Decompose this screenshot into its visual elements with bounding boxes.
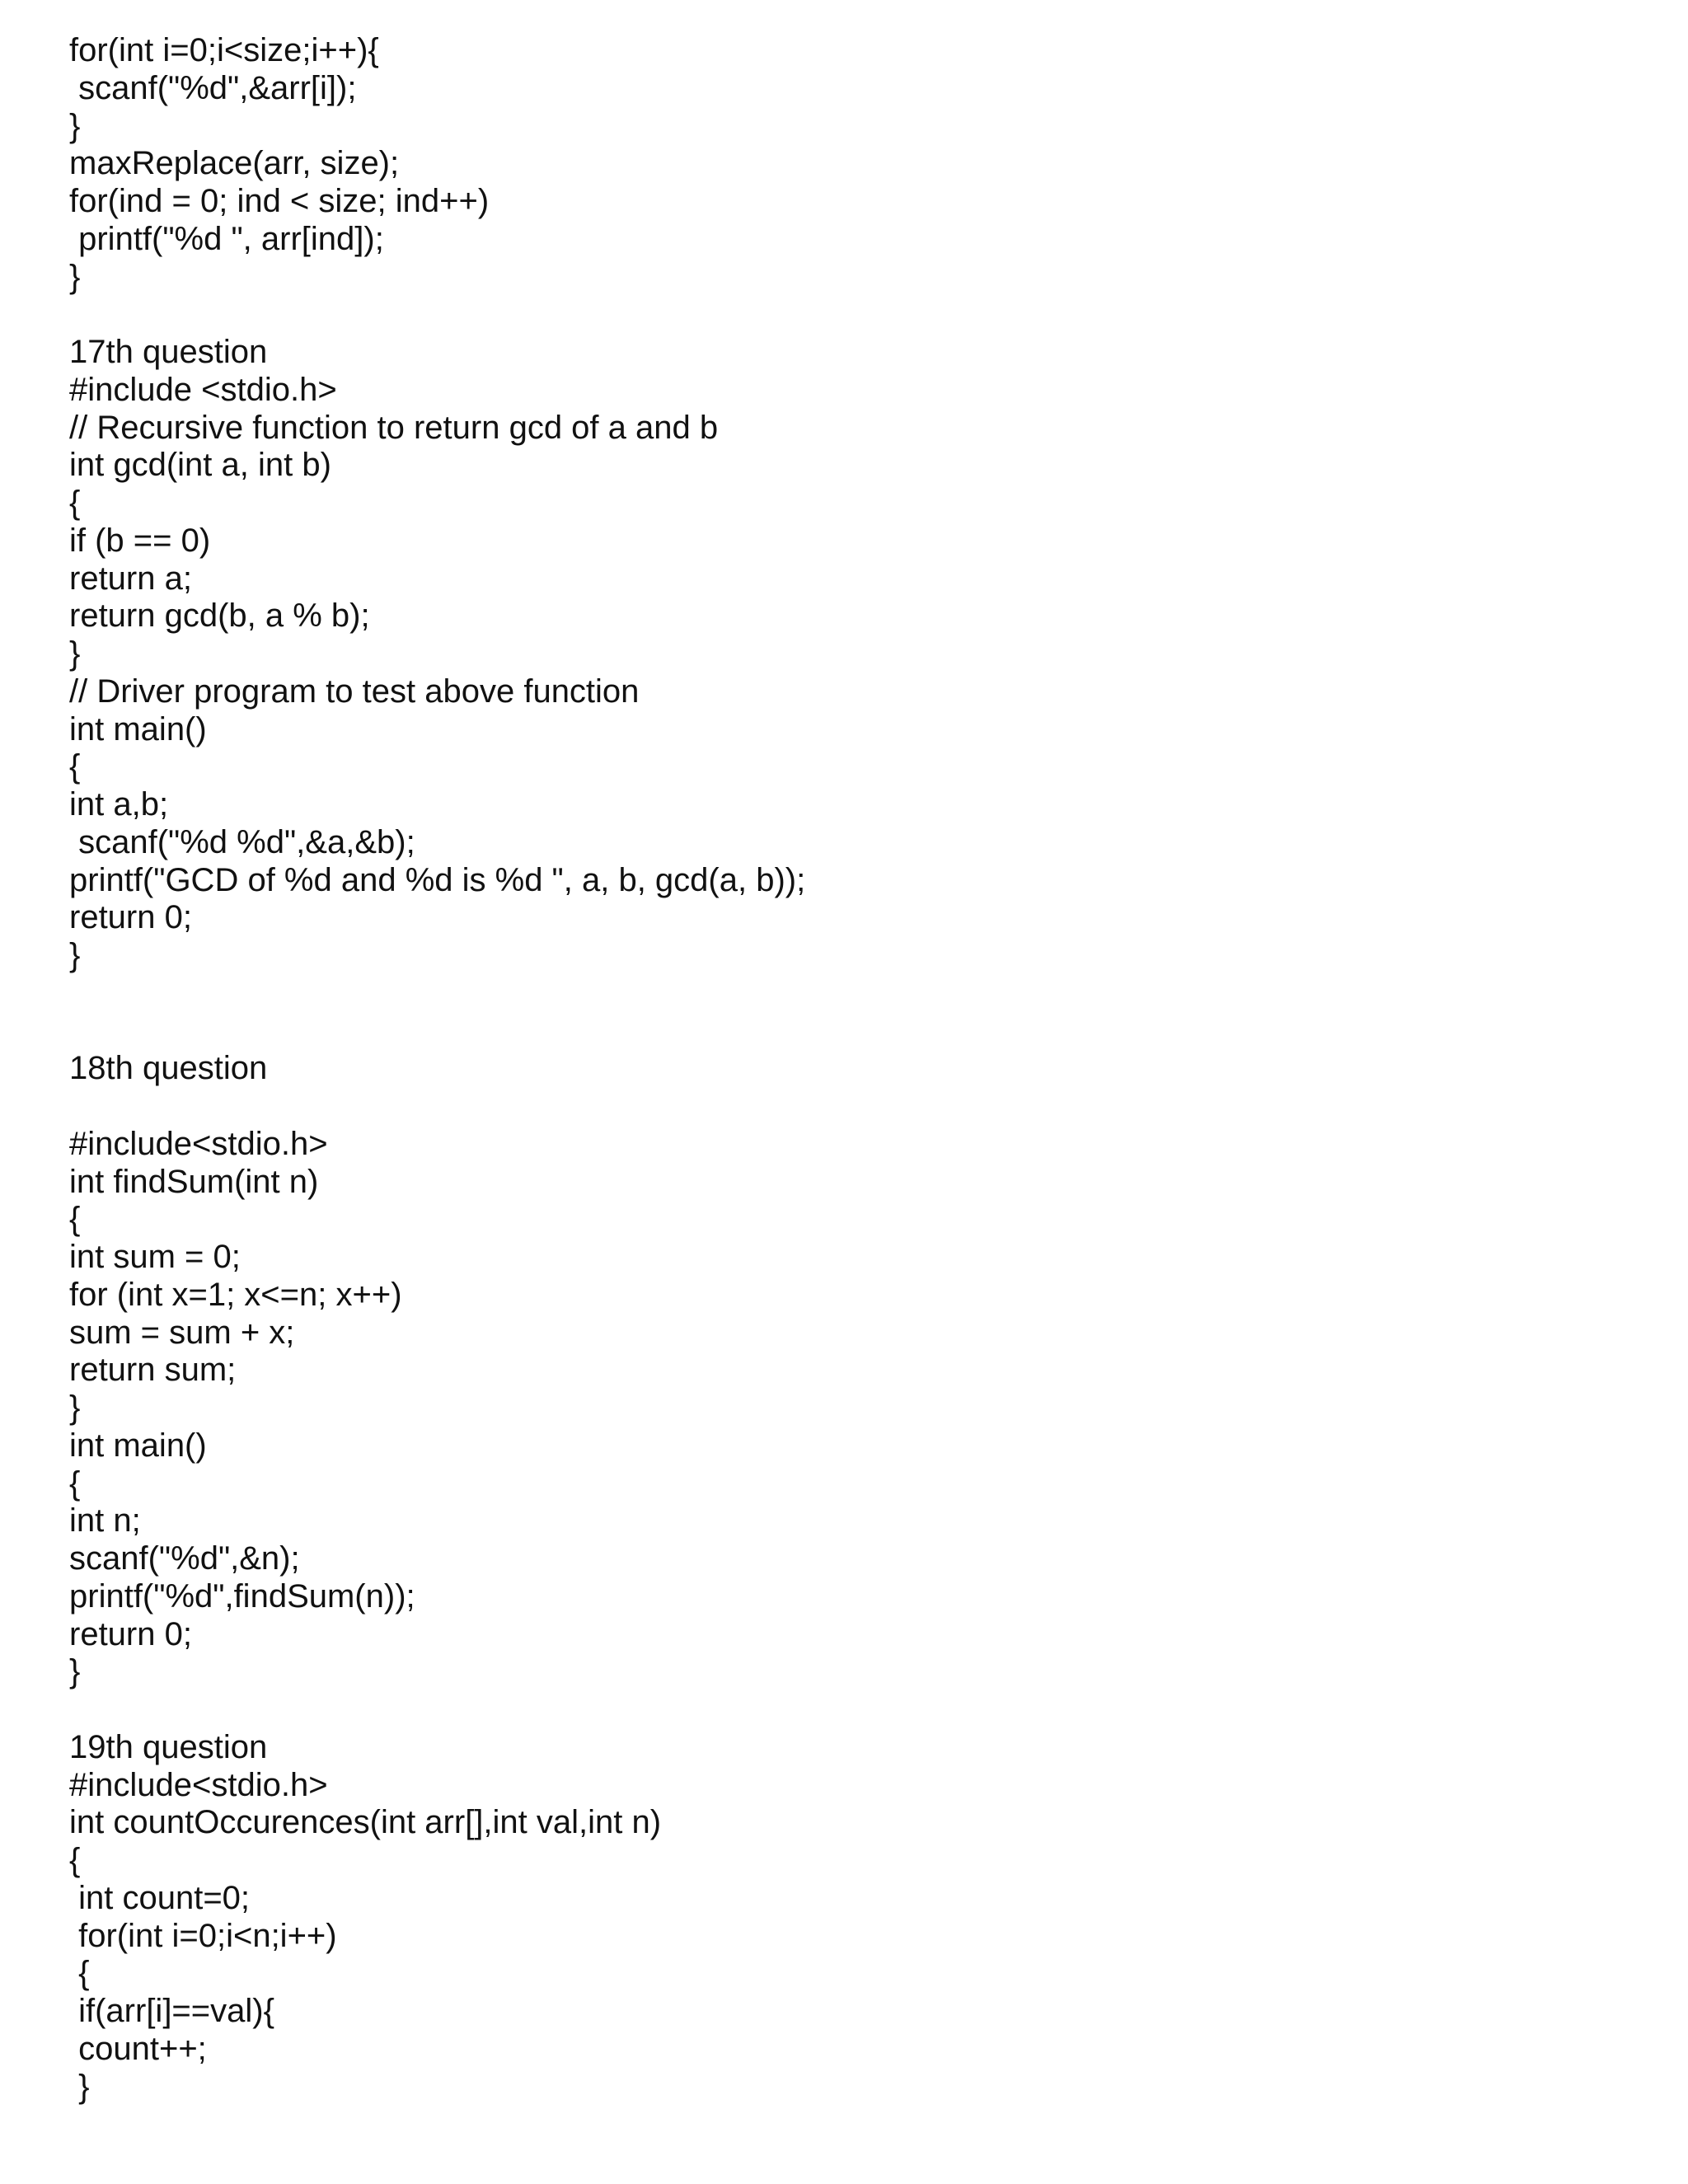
code-line: sum = sum + x; [69, 1314, 295, 1351]
code-line: { [69, 1842, 81, 1878]
code-line: int sum = 0; [69, 1239, 241, 1275]
code-line: } [69, 937, 81, 973]
code-line: 19th question [69, 1728, 268, 1765]
code-line: 18th question [69, 1050, 268, 1087]
code-line: #include <stdio.h> [69, 371, 337, 408]
code-line: 17th question [69, 334, 268, 370]
code-line: scanf("%d %d",&a,&b); [69, 823, 415, 860]
code-line: int findSum(int n) [69, 1163, 319, 1200]
code-line: { [69, 1955, 90, 1992]
code-line: if (b == 0) [69, 522, 211, 559]
code-line: int n; [69, 1502, 141, 1540]
code-line: // Driver program to test above function [69, 673, 640, 710]
code-line: // Recursive function to return gcd of a and b [69, 409, 719, 446]
code-line: { [69, 485, 81, 521]
code-line: printf("%d ", arr[ind]); [69, 220, 384, 257]
code-line: return gcd(b, a % b); [69, 598, 370, 635]
code-line: printf("GCD of %d and %d is %d ", a, b, gcd(a, b)); [69, 861, 806, 898]
code-line: return 0; [69, 899, 192, 936]
code-line: for (int x=1; x<=n; x++) [69, 1276, 402, 1313]
code-line: int countOccurences(int arr[],int val,int n) [69, 1804, 662, 1841]
code-line: { [69, 1201, 81, 1238]
code-line: int count=0; [69, 1879, 251, 1916]
code-line: int gcd(int a, int b) [69, 447, 331, 484]
code-line: int main() [69, 710, 207, 748]
code-line: } [69, 258, 81, 295]
code-line: { [69, 1465, 81, 1502]
code-line: } [69, 2068, 90, 2105]
code-line: return a; [69, 560, 192, 597]
code-line: for(ind = 0; ind < size; ind++) [69, 183, 490, 219]
code-line: scanf("%d",&arr[i]); [69, 69, 357, 106]
code-line: return 0; [69, 1615, 192, 1652]
code-line: maxReplace(arr, size); [69, 145, 400, 182]
code-line: printf("%d",findSum(n)); [69, 1577, 415, 1615]
code-line: } [69, 107, 81, 144]
code-line: { [69, 748, 81, 785]
code-line: if(arr[i]==val){ [69, 1993, 274, 2029]
code-line: count++; [69, 2030, 207, 2067]
code-line: scanf("%d",&n); [69, 1540, 300, 1577]
code-line: #include<stdio.h> [69, 1766, 328, 1803]
code-line: int a,b; [69, 786, 169, 823]
code-line: int main() [69, 1427, 207, 1464]
code-line: for(int i=0;i<n;i++) [69, 1917, 337, 1954]
code-line: } [69, 1390, 81, 1426]
code-line: } [69, 1653, 81, 1690]
code-line: } [69, 635, 81, 672]
code-line: for(int i=0;i<size;i++){ [69, 32, 379, 68]
code-line: return sum; [69, 1352, 237, 1389]
code-line: #include<stdio.h> [69, 1125, 328, 1162]
